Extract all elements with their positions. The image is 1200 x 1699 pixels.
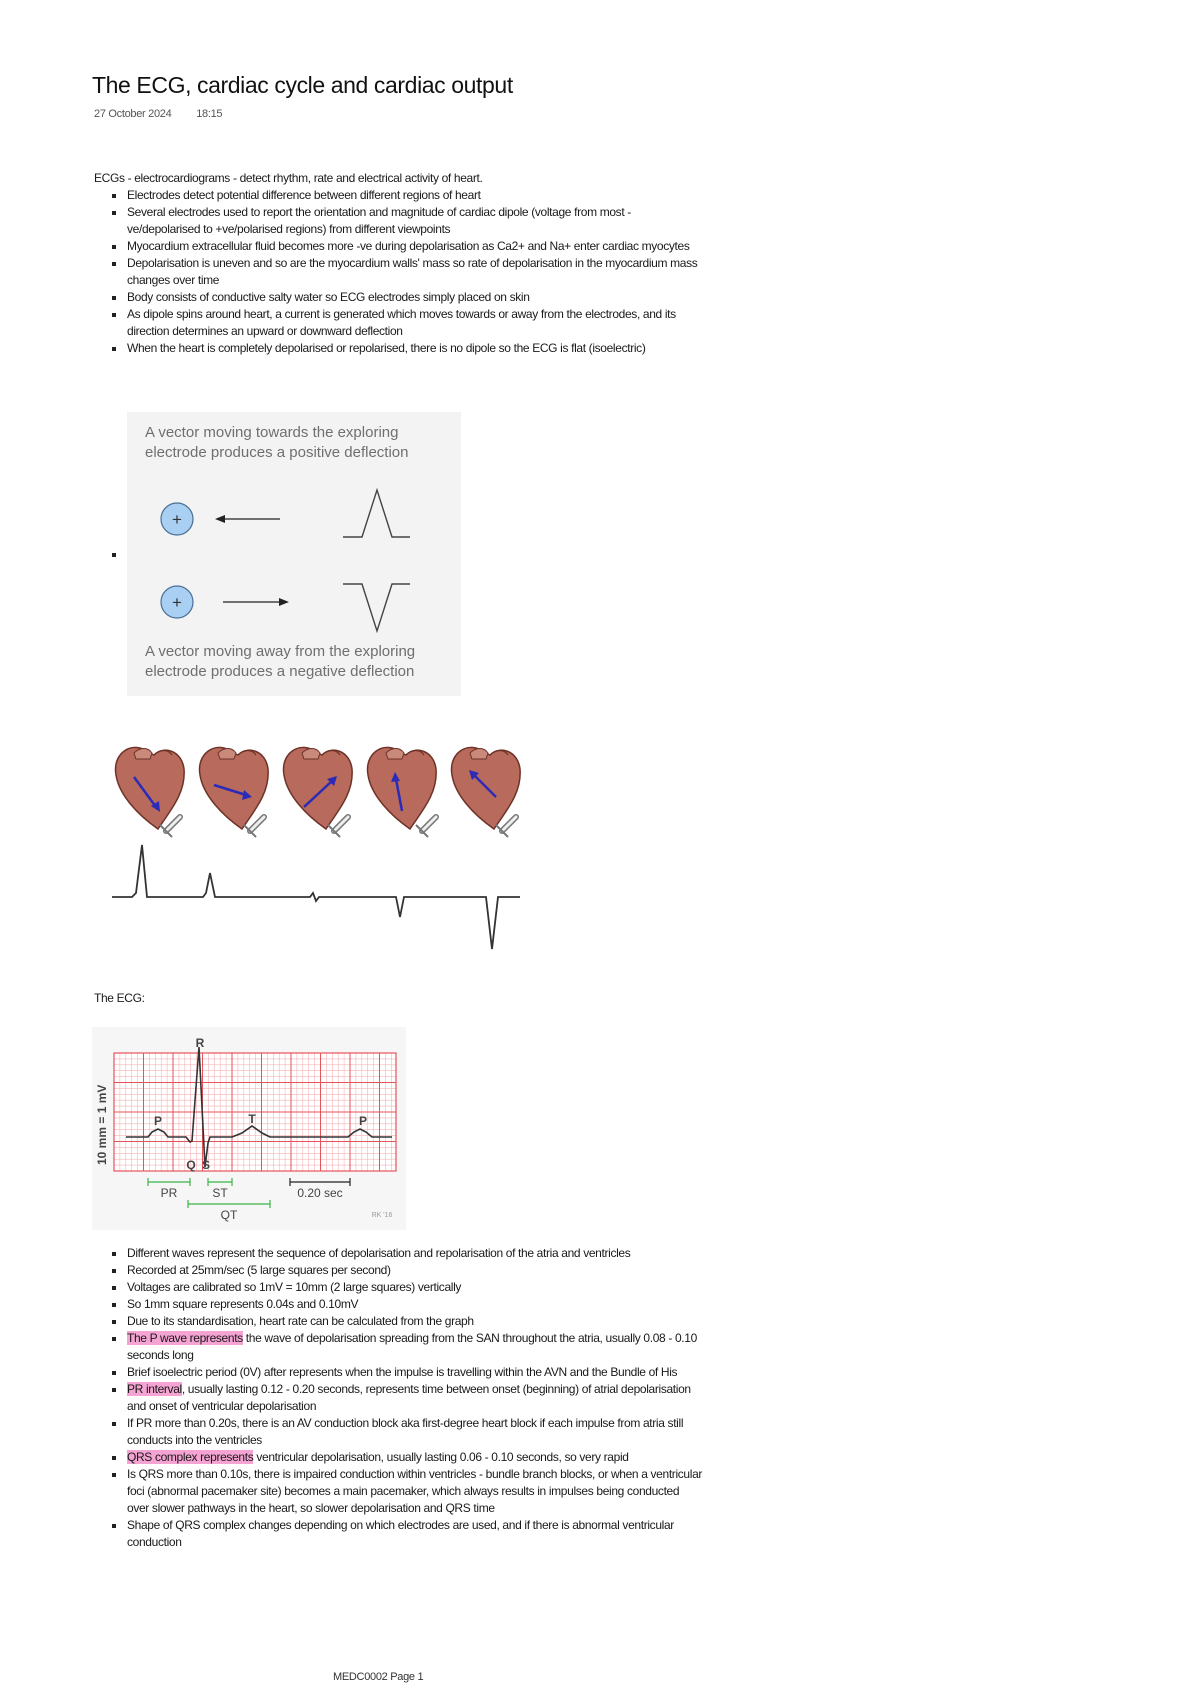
ecg-label-pr: PR [160,1186,178,1200]
list-item: Body consists of conductive salty water so ECG electrodes simply placed on skin [94,289,699,306]
list-item [94,1466,704,1517]
image-bullet [112,553,116,557]
list-item-text: Shape of QRS complex changes depending on which electrodes are used, and if there is abnormal ventricular conduction [127,1518,674,1549]
highlighted-term: PR interval [127,1382,182,1396]
list-item-text: So 1mm square represents 0.04s and 0.10mV [127,1297,359,1311]
page-title: The ECG, cardiac cycle and cardiac output [92,72,513,98]
heart-icon [115,747,184,837]
heart-icon [451,747,520,837]
list-item-text: the wave of depolarisation spreading from the SAN throughout the atria, usually 0.08 - 0.10 seconds long [127,1331,697,1362]
list-item [94,1364,704,1381]
list-item-text: Voltages are calibrated so 1mV = 10mm (2 large squares) vertically [127,1280,462,1294]
ecg-label-st: ST [212,1186,228,1200]
list-item: Several electrodes used to report the orientation and magnitude of cardiac dipole (voltage from most -ve/depolarised to +ve/polarised regions) from different viewpoints [94,204,699,238]
list-item [94,1262,704,1279]
figure-caption-bottom-2: electrode produces a negative deflection [145,663,415,680]
figure-caption-bottom-1: A vector moving away from the exploring [145,643,416,660]
ecg-label-p: P [153,1114,163,1128]
list-item-text: If PR more than 0.20s, there is an AV conduction block aka first-degree heart block if each impulse from atria still conducts into the ventricles [127,1416,684,1447]
heart-icon [367,747,436,837]
list-item-text: Due to its standardisation, heart rate can be calculated from the graph [127,1314,474,1328]
list-item: As dipole spins around heart, a current is generated which moves towards or away from the electrodes, and its direction determines an upward or downward deflection [94,306,699,340]
ecg-trace-line [112,845,520,949]
list-item: Electrodes detect potential difference between different regions of heart [94,187,699,204]
list-item-text: ventricular depolarisation, usually lasting 0.06 - 0.10 seconds, so very rapid [253,1450,629,1464]
list-item-text: Recorded at 25mm/sec (5 large squares per second) [127,1263,391,1277]
ecg-waves-list [94,1245,704,1551]
list-item: When the heart is completely depolarised or repolarised, there is no dipole so the ECG is flat (isoelectric) [94,340,699,357]
list-item [94,1245,704,1262]
figure-caption-top-2: electrode produces a positive deflection [145,444,409,461]
figure-caption-top-1: A vector moving towards the exploring [145,424,399,441]
list-item [94,1517,704,1551]
vector-deflection-figure [127,412,461,696]
ecg-basics-list [94,187,699,357]
ecg-label-s: S [201,1158,211,1172]
list-item [94,1415,704,1449]
intro-text: ECGs - electrocardiograms - detect rhythm, rate and electrical activity of heart. [94,171,483,185]
list-item-text: Different waves represent the sequence of depolarisation and repolarisation of the atria and ventricles [127,1246,631,1260]
list-item [94,1279,704,1296]
ecg-label-p2: P [358,1114,368,1128]
ecg-label-seconds: 0.20 sec [297,1186,343,1200]
electrode-plus-label: + [172,510,182,529]
list-item [94,1296,704,1313]
heart-icon [199,747,268,837]
ecg-section-heading: The ECG: [94,991,145,1005]
list-item [94,1313,704,1330]
highlighted-term: QRS complex represents [127,1450,254,1464]
page-footer: MEDC0002 Page 1 [333,1671,424,1683]
page-time: 18:15 [196,108,223,120]
list-item: Myocardium extracellular fluid becomes more -ve during depolarisation as Ca2+ and Na+ enter cardiac myocytes [94,238,699,255]
figure-credit: RK '16 [371,1212,393,1219]
list-item-text: Brief isoelectric period (0V) after represents when the impulse is travelling within the AVN and the Bundle of His [127,1365,678,1379]
highlighted-term: The P wave represents [127,1331,243,1345]
list-item: Depolarisation is uneven and so are the myocardium walls' mass so rate of depolarisation in the myocardium mass changes over time [94,255,699,289]
list-item-text: , usually lasting 0.12 - 0.20 seconds, represents time between onset (beginning) of atrial depolarisation and onset of ventricular depolarisation [127,1382,691,1413]
heart-dipole-figure [110,745,530,955]
heart-icon [283,747,352,837]
electrode-plus-label: + [172,593,182,612]
ecg-label-r: R [195,1036,205,1050]
ecg-label-t: T [248,1112,256,1126]
page-date: 27 October 2024 [94,108,172,120]
list-item [94,1330,704,1364]
ecg-label-q: Q [186,1158,196,1172]
ecg-y-axis-label: 10 mm = 1 mV [95,1084,109,1165]
ecg-waveform-figure [92,1027,406,1230]
list-item [94,1449,704,1466]
list-item [94,1381,704,1415]
ecg-label-qt: QT [220,1208,238,1222]
page-meta [94,108,222,120]
list-item-text: Is QRS more than 0.10s, there is impaired conduction within ventricles - bundle branch blocks, or when a ventricular foci (abnormal pacemaker site) becomes a main pacemaker, which always results in impulses being conducted over slower pathways in the heart, so slower depolarisation and QRS time [127,1467,703,1515]
